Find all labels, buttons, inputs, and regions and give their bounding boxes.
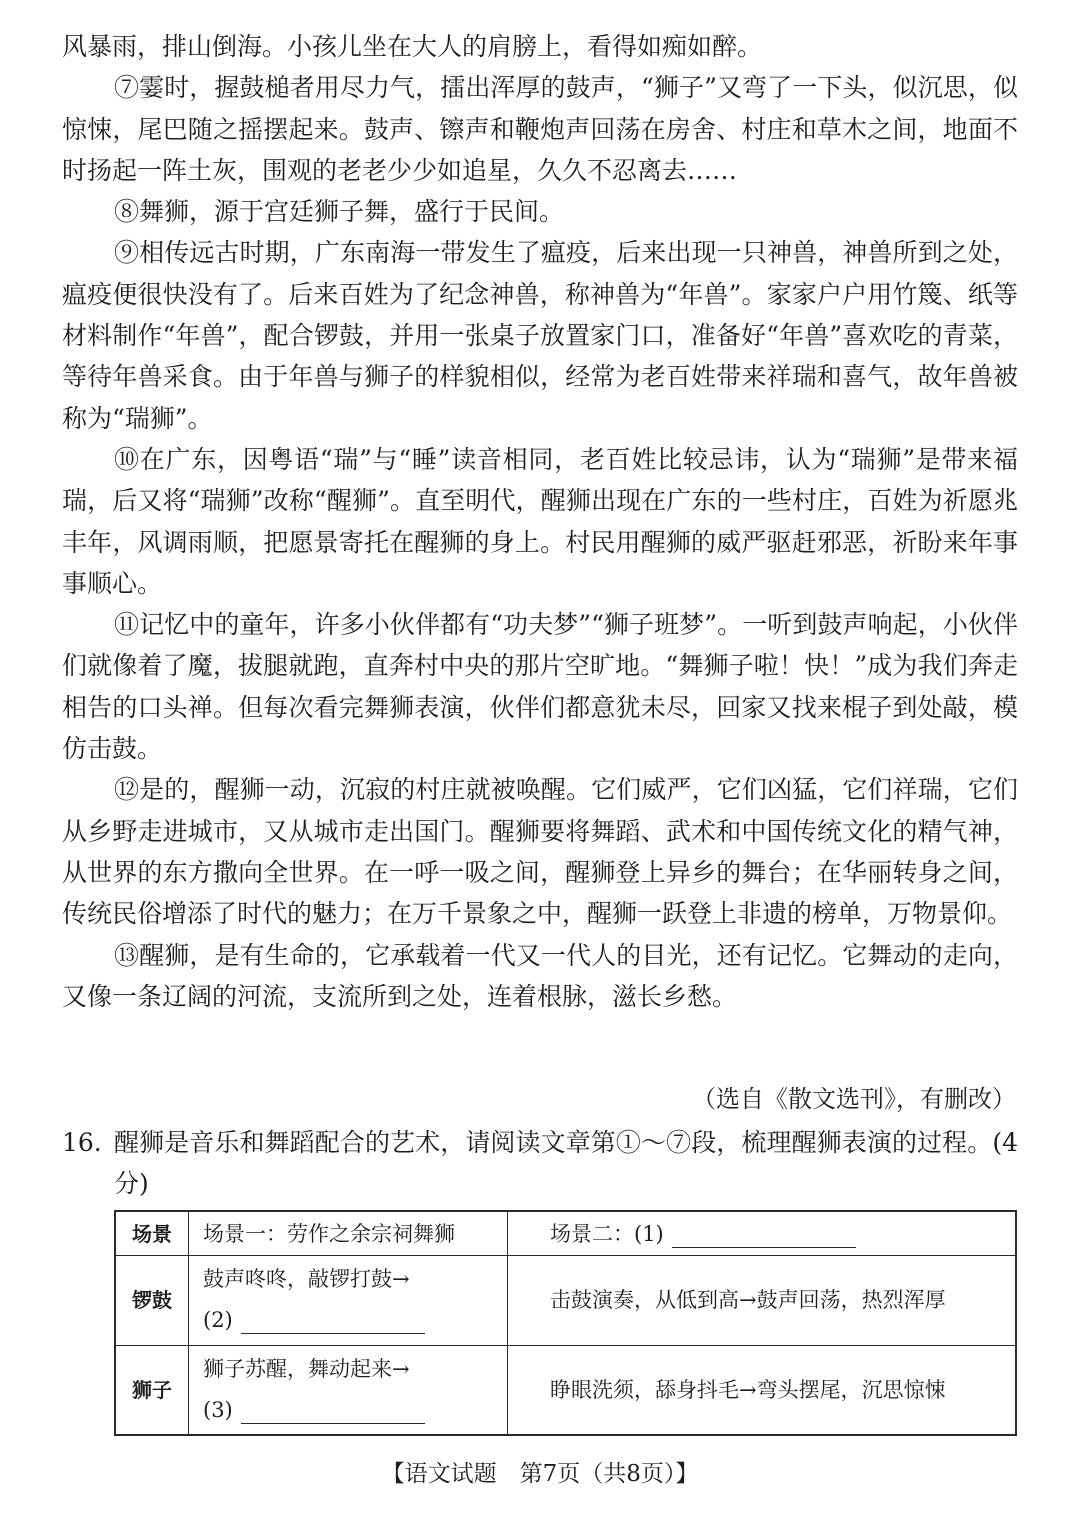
- reading-passage: [62, 26, 1018, 1017]
- passage-source: （选自《散文选刊》，有删改）: [692, 1085, 1016, 1113]
- header-scene-one: 场景一：劳作之余宗祠舞狮: [189, 1211, 508, 1256]
- table-row: [115, 1345, 1016, 1435]
- paragraph-13: ⑬醒狮，是有生命的，它承载着一代又一代人的目光，还有记忆。它舞动的走向，又像一条辽阔的河流，支流所到之处，连着根脉，滋长乡愁。: [62, 940, 1018, 1011]
- answer-table: [114, 1210, 1017, 1436]
- paragraph-9: ⑨相传远古时期，广东南海一带发生了瘟疫，后来出现一只神兽，神兽所到之处，瘟疫便很快没有了。后来百姓为了纪念神兽，称神兽为“年兽”。家家户户用竹篾、纸等材料制作“年兽”，配合锣鼓，并用一张桌子放置家门口，准备好“年兽”喜欢吃的青菜，等待年兽采食。由于年兽与狮子的样貌相似，经常为老百姓带来祥瑞和喜气，故年兽被称为“瑞狮”。: [62, 238, 1018, 433]
- row-label-lion: 狮子: [115, 1345, 189, 1435]
- answer-blank-2[interactable]: [241, 1309, 425, 1334]
- answer-blank-1[interactable]: [672, 1223, 856, 1248]
- lion-blank-line: [203, 1390, 507, 1431]
- blank-3-label: (3): [203, 1397, 233, 1422]
- answer-blank-3[interactable]: [241, 1399, 425, 1424]
- blank-2-label: (2): [203, 1308, 233, 1333]
- table-header-row: [115, 1211, 1016, 1256]
- paragraph-8: ⑧舞狮，源于宫廷狮子舞，盛行于民间。: [114, 197, 565, 227]
- paragraph-11: ⑪记忆中的童年，许多小伙伴都有“功夫梦”“狮子班梦”。一听到鼓声响起，小伙伴们就像着了魔，拔腿就跑，直奔村中央的那片空旷地。“舞狮子啦！快！”成为我们奔走相告的口头禅。但每次看完舞狮表演，伙伴们都意犹未尽，回家又找来棍子到处敲，模仿击鼓。: [62, 610, 1018, 764]
- table-row: [115, 1256, 1016, 1345]
- row-label-gongs-drums: 锣鼓: [115, 1256, 189, 1345]
- row-gongs-scene-two: 击鼓演奏，从低到高→鼓声回荡，热烈浑厚: [508, 1256, 1017, 1345]
- question-text: 醒狮是音乐和舞蹈配合的艺术，请阅读文章第①～⑦段，梳理醒狮表演的过程。(4分): [114, 1128, 1018, 1199]
- scene-two-label: 场景二：(1): [550, 1221, 664, 1246]
- question-number: 16.: [62, 1128, 102, 1157]
- header-label: 场景: [115, 1211, 189, 1256]
- header-scene-two: [508, 1211, 1017, 1256]
- row-gongs-scene-one: [189, 1256, 508, 1345]
- paragraph-12: ⑫是的，醒狮一动，沉寂的村庄就被唤醒。它们威严，它们凶猛，它们祥瑞，它们从乡野走进城市，又从城市走出国门。醒狮要将舞蹈、武术和中国传统文化的精气神，从世界的东方撒向全世界。在一呼一吸之间，醒狮登上异乡的舞台；在华丽转身之间，传统民俗增添了时代的魅力；在万千景象之中，醒狮一跃登上非遗的榜单，万物景仰。: [62, 775, 1018, 929]
- row-lion-scene-one: [189, 1345, 508, 1435]
- paragraph-continuation: 风暴雨，排山倒海。小孩儿坐在大人的肩膀上，看得如痴如醉。: [62, 32, 763, 61]
- question-16: [62, 1122, 1018, 1205]
- gongs-blank-line: [203, 1300, 507, 1341]
- lion-scene-one-text: 狮子苏醒，舞动起来→: [203, 1356, 410, 1381]
- page-footer: 【语文试题 第7页（共8页）】: [381, 1461, 699, 1487]
- paragraph-10: ⑩在广东，因粤语“瑞”与“睡”读音相同，老百姓比较忌讳，认为“瑞狮”是带来福瑞，后又将“瑞狮”改称“醒狮”。直至明代，醒狮出现在广东的一些村庄，百姓为祈愿兆丰年，风调雨顺，把愿景寄托在醒狮的身上。村民用醒狮的威严驱赶邪恶，祈盼来年事事顺心。: [62, 444, 1018, 598]
- gongs-scene-one-text: 鼓声咚咚，敲锣打鼓→: [203, 1267, 410, 1292]
- paragraph-7: ⑦霎时，握鼓槌者用尽力气，擂出浑厚的鼓声，“狮子”又弯了一下头，似沉思，似惊悚，尾巴随之摇摆起来。鼓声、镲声和鞭炮声回荡在房舍、村庄和草木之间，地面不时扬起一阵土灰，围观的老老少少如追星，久久不忍离去……: [62, 73, 1018, 185]
- row-lion-scene-two: 睁眼洗须，舔身抖毛→弯头摆尾，沉思惊悚: [508, 1345, 1017, 1435]
